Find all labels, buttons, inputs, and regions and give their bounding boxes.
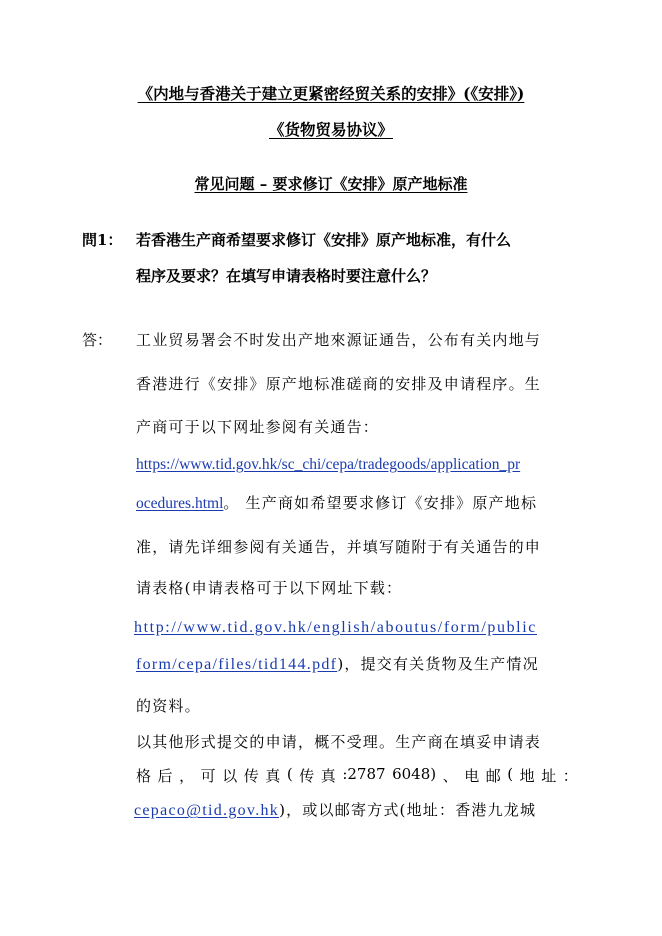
line-12-token: 真 xyxy=(265,767,281,785)
answer-line-13 xyxy=(134,799,576,820)
question-line-1: 若香港生产商希望要求修订《安排》原产地标准，有什么 xyxy=(136,231,512,249)
line-12-token: ( xyxy=(507,765,514,783)
line-12-token: 真 xyxy=(320,767,336,785)
answer-line-10: 的资料。 xyxy=(136,697,201,715)
answer-line-12 xyxy=(136,765,578,786)
fax-number-part2: 6048) xyxy=(392,765,437,783)
answer-line-8 xyxy=(134,617,576,637)
answer-line-9 xyxy=(136,653,578,674)
answer-line-1: 工业贸易署会不时发出产地來源证通告，公布有关内地与 xyxy=(136,331,542,349)
line-12-token: 以 xyxy=(222,767,238,785)
line-12-token: ， xyxy=(179,767,195,785)
answer-line-2: 香港进行《安排》原产地标准磋商的安排及申请程序。生 xyxy=(136,375,542,393)
line-12-token: 地 xyxy=(519,767,535,785)
line-12-token: 、 xyxy=(442,767,458,785)
faq-heading: 常见问题 – 要求修订《安排》原产地标准 xyxy=(194,175,468,193)
line-12-token: 传 xyxy=(299,767,315,785)
question-label: 問1： xyxy=(82,231,123,249)
email-link[interactable]: cepaco@tid.gov.hk xyxy=(134,802,280,819)
line-12-token: 格 xyxy=(136,767,152,785)
notice-link-part1[interactable]: https://www.tid.gov.hk/sc_chi/cepa/tradegoods/application_pr xyxy=(136,456,521,473)
answer-line-7: 请表格(申请表格可于以下网址下载： xyxy=(136,579,403,597)
answer-line-5-text: 。 生产商如希望要求修订《安排》原产地标 xyxy=(223,494,538,512)
line-12-token: 后 xyxy=(157,767,173,785)
question-line-2: 程序及要求？在填写申请表格时要注意什么？ xyxy=(136,267,437,285)
answer-line-6: 准，请先详细参阅有关通告，并填写随附于有关通告的申 xyxy=(136,538,542,556)
fax-number-part1: :2787 xyxy=(342,765,386,783)
line-12-token: ： xyxy=(562,767,578,785)
line-12-token: 传 xyxy=(243,767,259,785)
line-12-token: 邮 xyxy=(485,767,501,785)
form-link-part1[interactable]: http://www.tid.gov.hk/english/aboutus/form/public xyxy=(134,619,537,636)
line-12-token: 址 xyxy=(541,767,557,785)
line-12-token: 可 xyxy=(200,767,216,785)
document-subtitle: 《货物贸易协议》 xyxy=(268,120,393,139)
answer-line-5 xyxy=(136,492,578,513)
answer-line-11: 以其他形式提交的申请，概不受理。生产商在填妥申请表 xyxy=(136,733,542,751)
answer-line-4 xyxy=(136,455,578,474)
answer-line-9-text: )，提交有关货物及生产情况 xyxy=(337,655,539,673)
form-link-part2[interactable]: form/cepa/files/tid144.pdf xyxy=(136,656,338,673)
line-12-token: ( xyxy=(286,765,293,783)
answer-label: 答： xyxy=(82,331,113,349)
line-12-token: 电 xyxy=(464,767,480,785)
notice-link-part2[interactable]: ocedures.html xyxy=(136,495,224,512)
answer-line-3: 产商可于以下网址参阅有关通告： xyxy=(136,418,380,436)
answer-line-13-text: )，或以邮寄方式(地址：香港九龙城 xyxy=(279,801,537,819)
document-title: 《内地与香港关于建立更紧密经贸关系的安排》(《安排》) xyxy=(137,84,525,103)
